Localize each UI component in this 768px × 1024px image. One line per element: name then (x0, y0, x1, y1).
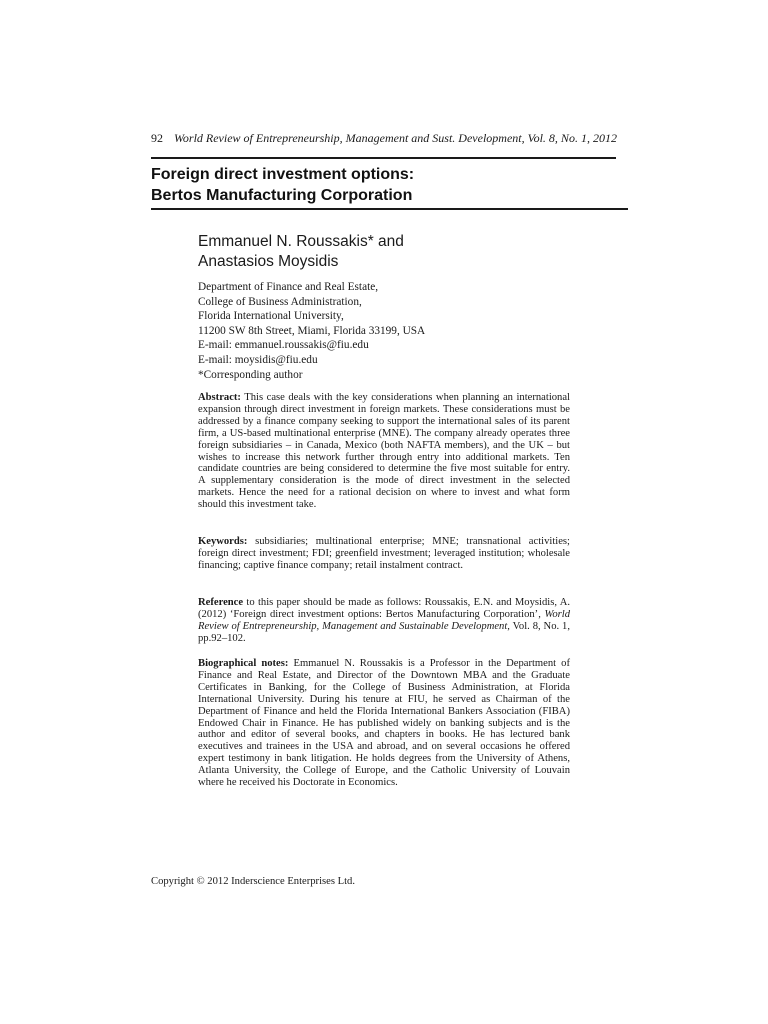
affiliation-block (198, 280, 425, 382)
abstract-text: This case deals with the key considerations when planning an international expansion through direct investment in foreign markets. These considerations must be addressed by a finance company seeking to support the international sales of its parent firm, a US-based multinational enterprise (MNE). The company already operates three foreign subsidiaries – in Canada, Mexico (both NAFTA members), and the UK – but wishes to increase this network further through entry into additional markets. Ten candidate countries are being considered to determine the five most suitable for entry. A supplementary consideration is the mode of direct investment in the selected markets. Hence the need for a rational decision on where to invest and what form should this investment take. (198, 392, 570, 511)
keywords-paragraph (198, 536, 570, 572)
journal-citation: World Review of Entrepreneurship, Management and Sust. Development, Vol. 8, No. 1, 2012 (174, 131, 617, 145)
corresponding-author-note: *Corresponding author (198, 368, 303, 381)
affiliation-line: 11200 SW 8th Street, Miami, Florida 33199, USA (198, 324, 426, 337)
reference-paragraph (198, 597, 570, 645)
reference-volume: , Vol. 8, No. 1, pp.92–102. (198, 620, 570, 644)
title-line-1: Foreign direct investment options: (151, 166, 415, 183)
bio-label: Biographical notes: (198, 658, 289, 669)
abstract-label: Abstract: (198, 392, 241, 403)
header-rule (151, 157, 616, 159)
reference-label: Reference (198, 597, 244, 608)
affiliation-line: Department of Finance and Real Estate, (198, 281, 379, 293)
abstract-paragraph (198, 392, 570, 511)
keywords-text: subsidiaries; multinational enterprise; MNE; transnational activities; foreign direct investment; FDI; greenfield investment; leveraged institution; wholesale financing; captive finance company; retail instalment contract. (198, 536, 570, 571)
reference-journal: World Review of Entrepreneurship, Management and Sustainable Development (198, 608, 570, 632)
authors-line-1: Emmanuel N. Roussakis* and (198, 233, 404, 250)
email-line: E-mail: emmanuel.roussakis@fiu.edu (198, 339, 369, 352)
paper-title (151, 164, 414, 206)
biographical-notes-paragraph (198, 658, 570, 789)
affiliation-line: Florida International University, (198, 310, 344, 323)
keywords-label: Keywords: (198, 536, 248, 547)
reference-text: to this paper should be made as follows: Roussakis, E.N. and Moysidis, A. (2012) ‘Foreign direct investment options: Bertos Manufacturing Corporation’, (198, 597, 570, 620)
affiliation-line: College of Business Administration, (198, 295, 362, 308)
running-header (151, 131, 615, 146)
authors-line-2: Anastasios Moysidis (198, 253, 339, 270)
bio-text: Emmanuel N. Roussakis is a Professor in the Department of Finance and Real Estate, and Director of the Downtown MBA and the Graduate Certificates in Banking, for the College of Business Administration, at Florida International University. During his tenure at FIU, he served as Chairman of the Department of Finance and held the Florida International Bankers Association (FIBA) Endowed Chair in Finance. He has published widely on banking subjects and is the author and editor of several books, and chapters in books. He has lectured bank executives and trainees in the USA and abroad, and on several occasions he offered expert testimony in bank litigation. He holds degrees from the University of Athens, Atlanta University, the College of Europe, and the Catholic University of Louvain where he received his Doctorate in Economics. (198, 658, 570, 789)
page-number: 92 (151, 131, 163, 145)
title-rule (151, 208, 628, 210)
title-line-2: Bertos Manufacturing Corporation (151, 187, 413, 204)
copyright-notice: Copyright © 2012 Inderscience Enterprises Ltd. (151, 876, 355, 887)
author-names (198, 232, 404, 272)
email-line: E-mail: moysidis@fiu.edu (198, 353, 318, 366)
